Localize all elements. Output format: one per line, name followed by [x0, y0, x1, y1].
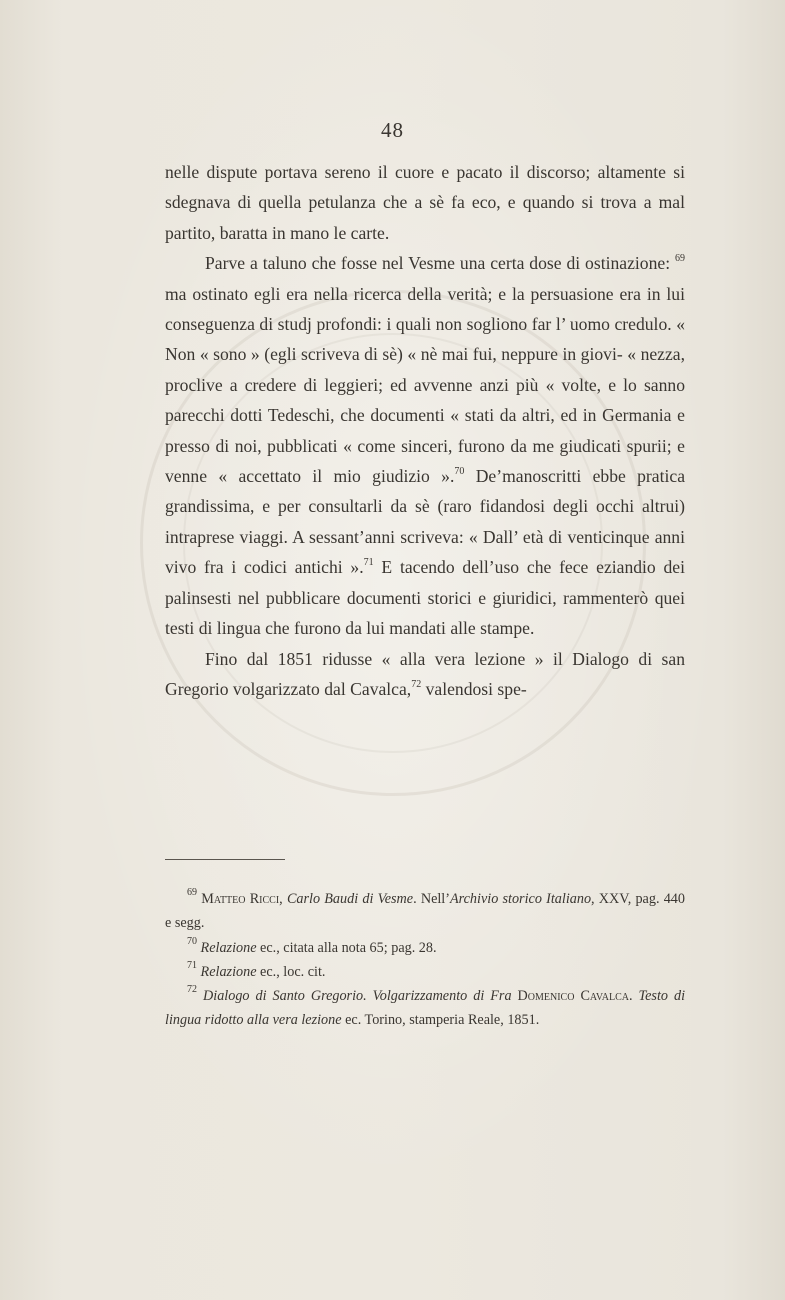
footnote-69-author: Matteo Ricci — [201, 891, 280, 907]
footnote-69-mid: . Nell’ — [413, 891, 450, 907]
footnote-70-number: 70 — [187, 935, 197, 947]
footnote-70 — [165, 936, 685, 960]
footnote-ref-72: 72 — [411, 678, 422, 690]
paragraph-2-part-c: De’manoscritti ebbe pratica grandissima, e per consultarli da sè (raro fidandosi degli occhi altrui) intraprese viaggi. A sessant’anni scriveva: « Dall’ età di venticinque anni vivo fra i codici antichi ». — [165, 466, 685, 578]
footnote-69 — [165, 887, 685, 936]
footnote-72-number: 72 — [187, 984, 197, 996]
footnote-divider — [165, 859, 285, 860]
footnotes — [165, 887, 685, 1033]
footnote-72 — [165, 984, 685, 1033]
footnote-71-title: Relazione — [200, 963, 257, 980]
footnote-69-sep: , — [279, 891, 287, 907]
footnote-70-rest: ec., citata alla nota 65; pag. 28. — [256, 939, 437, 956]
footnote-72-rest: ec. Torino, stamperia Reale, 1851. — [341, 1012, 540, 1029]
footnote-72-subtitle: Testo di lingua ridotto alla vera lezione — [165, 988, 686, 1029]
footnote-ref-70: 70 — [454, 466, 465, 478]
footnote-69-journal: Archivio storico Italiano — [449, 891, 592, 907]
paragraph-1: nelle dispute portava sereno il cuore e pacato il discorso; altamente si sdegnava di quella petulanza che a sè fa eco, e quando si trova a mal partito, baratta in mano le carte. — [165, 162, 685, 243]
footnote-71-number: 71 — [187, 959, 197, 971]
footnote-69-number: 69 — [187, 887, 197, 898]
footnote-ref-71: 71 — [363, 557, 374, 569]
footnote-70-title: Relazione — [200, 939, 257, 956]
page-number: 48 — [381, 118, 404, 142]
paragraph-2-part-b: ma ostinato egli era nella ricerca della verità; e la persuasione era in lui conseguenza di studj profondi: i quali non sogliono far l’ uomo credulo. « Non « sono » (egli scriveva di sè) « nè mai fui, neppure in giovi- « nezza, proclive a credere di leggieri; ed avvenne anzi più « volte, e lo sanno parecchi dotti Tedeschi, che documenti « stati da altri, ed in Germania e presso di noi, pubblicati « come sinceri, furono da me giudicati spurii; e venne « accettato il mio giudizio ». — [165, 283, 685, 487]
paragraph-2-part-a: Parve a taluno che fosse nel Vesme una certa dose di ostinazione: — [205, 253, 675, 274]
paragraph-2-part-d: E tacendo dell’uso che fece eziandio dei palinsesti nel pubblicare documenti storici e giuridici, rammenterò quei testi di lingua che furono da lui mandati alle stampe. — [165, 557, 685, 639]
paragraph-2 — [165, 248, 685, 643]
paragraph-3 — [165, 644, 685, 705]
footnote-72-author: Domenico Cavalca — [511, 988, 629, 1005]
footnote-71 — [165, 960, 685, 984]
footnote-72-title: Dialogo di Santo Gregorio. Volgarizzamento di Fra — [203, 988, 512, 1005]
paragraph-3-part-b: valendosi spe- — [421, 678, 527, 699]
body-text — [165, 157, 685, 704]
footnote-69-rest: , XXV, pag. 440 e segg. — [165, 891, 685, 932]
footnote-ref-69: 69 — [675, 253, 685, 265]
paragraph-3-part-a: Fino dal 1851 ridusse « alla vera lezione » il Dialogo di san Gregorio volgarizzato dal Cavalca, — [165, 648, 685, 699]
footnote-71-rest: ec., loc. cit. — [256, 963, 326, 980]
footnote-69-title: Carlo Baudi di Vesme — [286, 891, 414, 907]
footnote-72-sep: . — [629, 988, 639, 1005]
